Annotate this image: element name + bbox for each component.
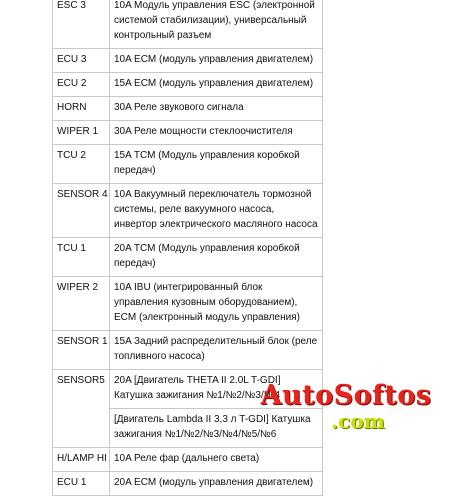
- fuse-description-cell: 15A TCM (Модуль управления коробкой передач): [110, 145, 323, 184]
- fuse-code-cell: TCU 2: [53, 145, 110, 184]
- table-row: [53, 97, 323, 121]
- fuse-description-cell: 15A Задний распределительный блок (реле топливного насоса): [110, 331, 323, 370]
- fuse-description-cell: 10A Вакуумный переключатель тормозной системы, реле вакуумного насоса, инвертор электрического масляного насоса: [110, 184, 323, 238]
- fuse-description-cell: 20A TCM (Модуль управления коробкой передач): [110, 238, 323, 277]
- fuse-code-cell: HORN: [53, 97, 110, 121]
- table-row: [53, 49, 323, 73]
- fuse-code-cell: H/LAMP HI: [53, 448, 110, 472]
- fuse-code-cell: SENSOR5: [53, 370, 110, 448]
- table-row: [53, 145, 323, 184]
- fuse-description-cell: 20A [Двигатель THETA II 2.0L T-GDI] Катушка зажигания №1/№2/№3/№4: [110, 370, 323, 409]
- watermark-domain: .com: [331, 409, 385, 433]
- fuse-description-cell: 10A ECM (модуль управления двигателем): [110, 49, 323, 73]
- fuse-code-cell: WIPER 1: [53, 121, 110, 145]
- table-row: [53, 472, 323, 496]
- fuse-description-cell: 10A IBU (интегрированный блок управления кузовным оборудованием), ECM (электронный модуль управления): [110, 277, 323, 331]
- table-row: [53, 448, 323, 472]
- table-row: [53, 370, 323, 409]
- table-row: [53, 277, 323, 331]
- fuse-description-cell: 30A Реле звукового сигнала: [110, 97, 323, 121]
- fuse-code-cell: ECU 1: [53, 472, 110, 496]
- fuse-code-cell: ECU 3: [53, 49, 110, 73]
- fuse-description-cell: [Двигатель Lambda II 3,3 л T-GDI] Катушка зажигания №1/№2/№3/№4/№5/№6: [110, 409, 323, 448]
- table-row: [53, 238, 323, 277]
- watermark-text: AutoSoftos: [260, 380, 432, 411]
- fuse-code-cell: TCU 1: [53, 238, 110, 277]
- table-row: [53, 184, 323, 238]
- fuse-description-cell: 30A Реле мощности стеклоочистителя: [110, 121, 323, 145]
- table-row: [53, 73, 323, 97]
- fuse-description-cell: 20A ECM (модуль управления двигателем): [110, 472, 323, 496]
- fuse-code-cell: SENSOR 4: [53, 184, 110, 238]
- fuse-description-cell: 10A Реле фар (дальнего света): [110, 448, 323, 472]
- table-row: [53, 331, 323, 370]
- fuse-code-cell: ECU 2: [53, 73, 110, 97]
- fuse-code-cell: SENSOR 1: [53, 331, 110, 370]
- fuse-code-cell: WIPER 2: [53, 277, 110, 331]
- fuse-description-cell: 15A ECM (модуль управления двигателем): [110, 73, 323, 97]
- table-row: [53, 121, 323, 145]
- fuse-description-cell: 10A Модуль управления ESC (электронной системой стабилизации), универсальный контрольный разъем: [110, 0, 323, 49]
- table-row: [53, 0, 323, 49]
- fuse-table: [52, 0, 323, 496]
- fuse-code-cell: ESC 3: [53, 0, 110, 49]
